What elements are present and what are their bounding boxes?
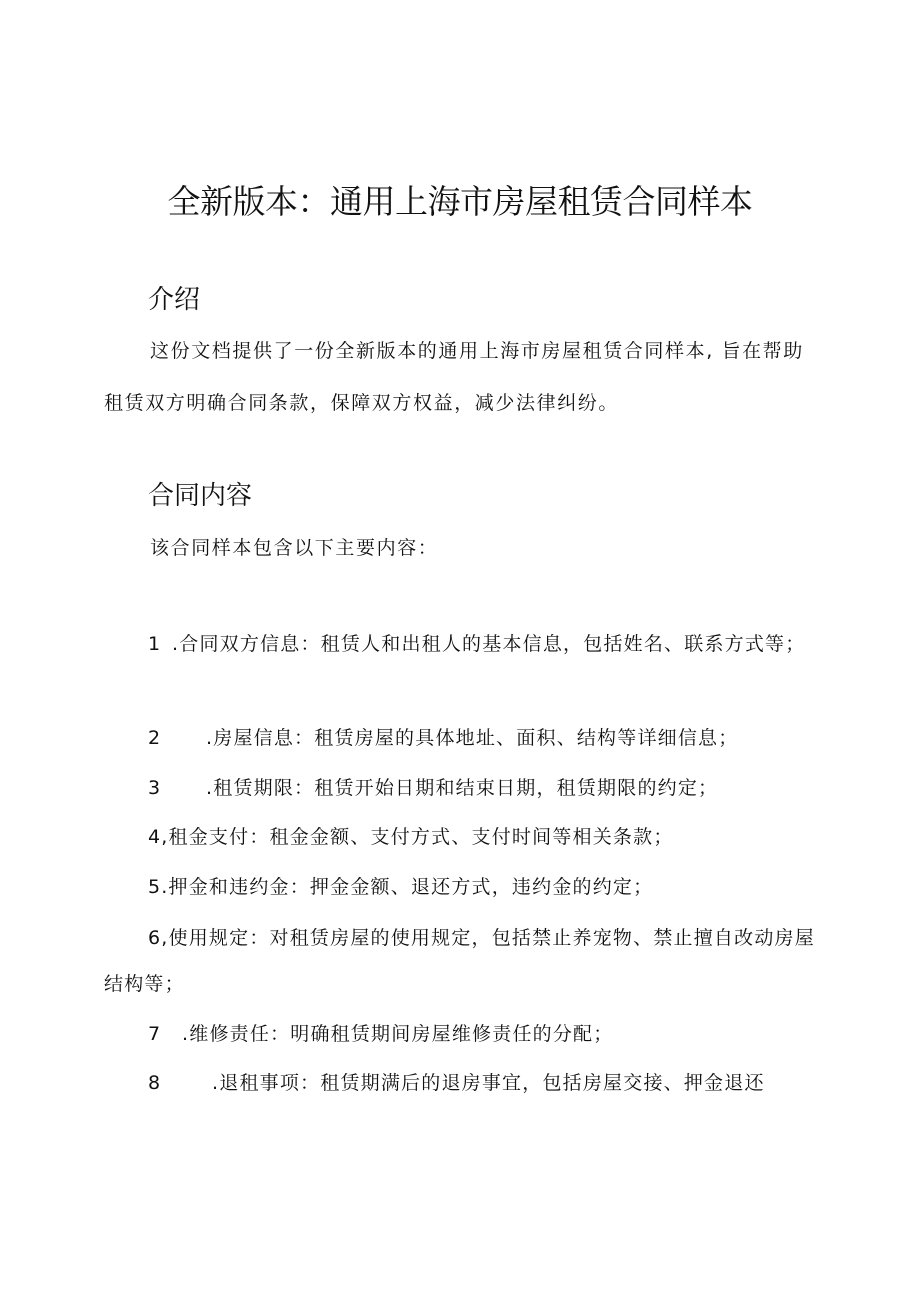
list-item-text: .维修责任：明确租赁期间房屋维修责任的分配； xyxy=(182,1023,614,1045)
list-item xyxy=(104,767,818,809)
list-item-number: 7 xyxy=(148,1023,162,1045)
list-item xyxy=(104,915,818,1007)
section-heading-intro: 介绍 xyxy=(148,285,201,315)
list-item-number: 3 xyxy=(148,777,162,799)
contract-content-intro: 该合同样本包含以下主要内容： xyxy=(150,537,439,559)
list-item-number: 5. xyxy=(148,876,169,898)
list-item-text: .退租事项：租赁期满后的退房事宜，包括房屋交接、押金退还 xyxy=(212,1072,765,1094)
list-item xyxy=(104,717,818,759)
list-item-text: 押金和违约金：押金金额、退还方式，违约金的约定； xyxy=(168,876,654,898)
intro-paragraph: 这份文档提供了一份全新版本的通用上海市房屋租赁合同样本, 旨在帮助租赁双方明确合同条款，保障双方权益，减少法律纠纷。 xyxy=(104,340,804,414)
list-item xyxy=(104,1013,818,1055)
section-heading-contract-content: 合同内容 xyxy=(148,481,253,511)
list-item-number: 1 xyxy=(148,633,162,655)
list-item xyxy=(104,1062,818,1104)
list-item xyxy=(104,621,818,667)
list-item-text: 租金支付：租金金额、支付方式、支付时间等相关条款； xyxy=(168,826,674,848)
list-item xyxy=(104,866,818,908)
document-title: 全新版本：通用上海市房屋租赁合同样本 xyxy=(167,182,753,221)
list-item-text: .合同双方信息：租赁人和出租人的基本信息，包括姓名、联系方式等； xyxy=(172,633,806,655)
list-item-text: .租赁期限：租赁开始日期和结束日期，租赁期限的约定； xyxy=(206,777,719,799)
list-item-text: .房屋信息：租赁房屋的具体地址、面积、结构等详细信息； xyxy=(206,727,739,749)
list-item-number: 6, xyxy=(148,927,169,949)
list-item-text: 使用规定：对租赁房屋的使用规定，包括禁止养宠物、禁止擅自改动房屋结构等； xyxy=(104,927,815,995)
list-item-number: 8 xyxy=(148,1072,162,1094)
list-item xyxy=(104,816,818,858)
list-item-number: 4, xyxy=(148,826,169,848)
list-item-number: 2 xyxy=(148,727,162,749)
